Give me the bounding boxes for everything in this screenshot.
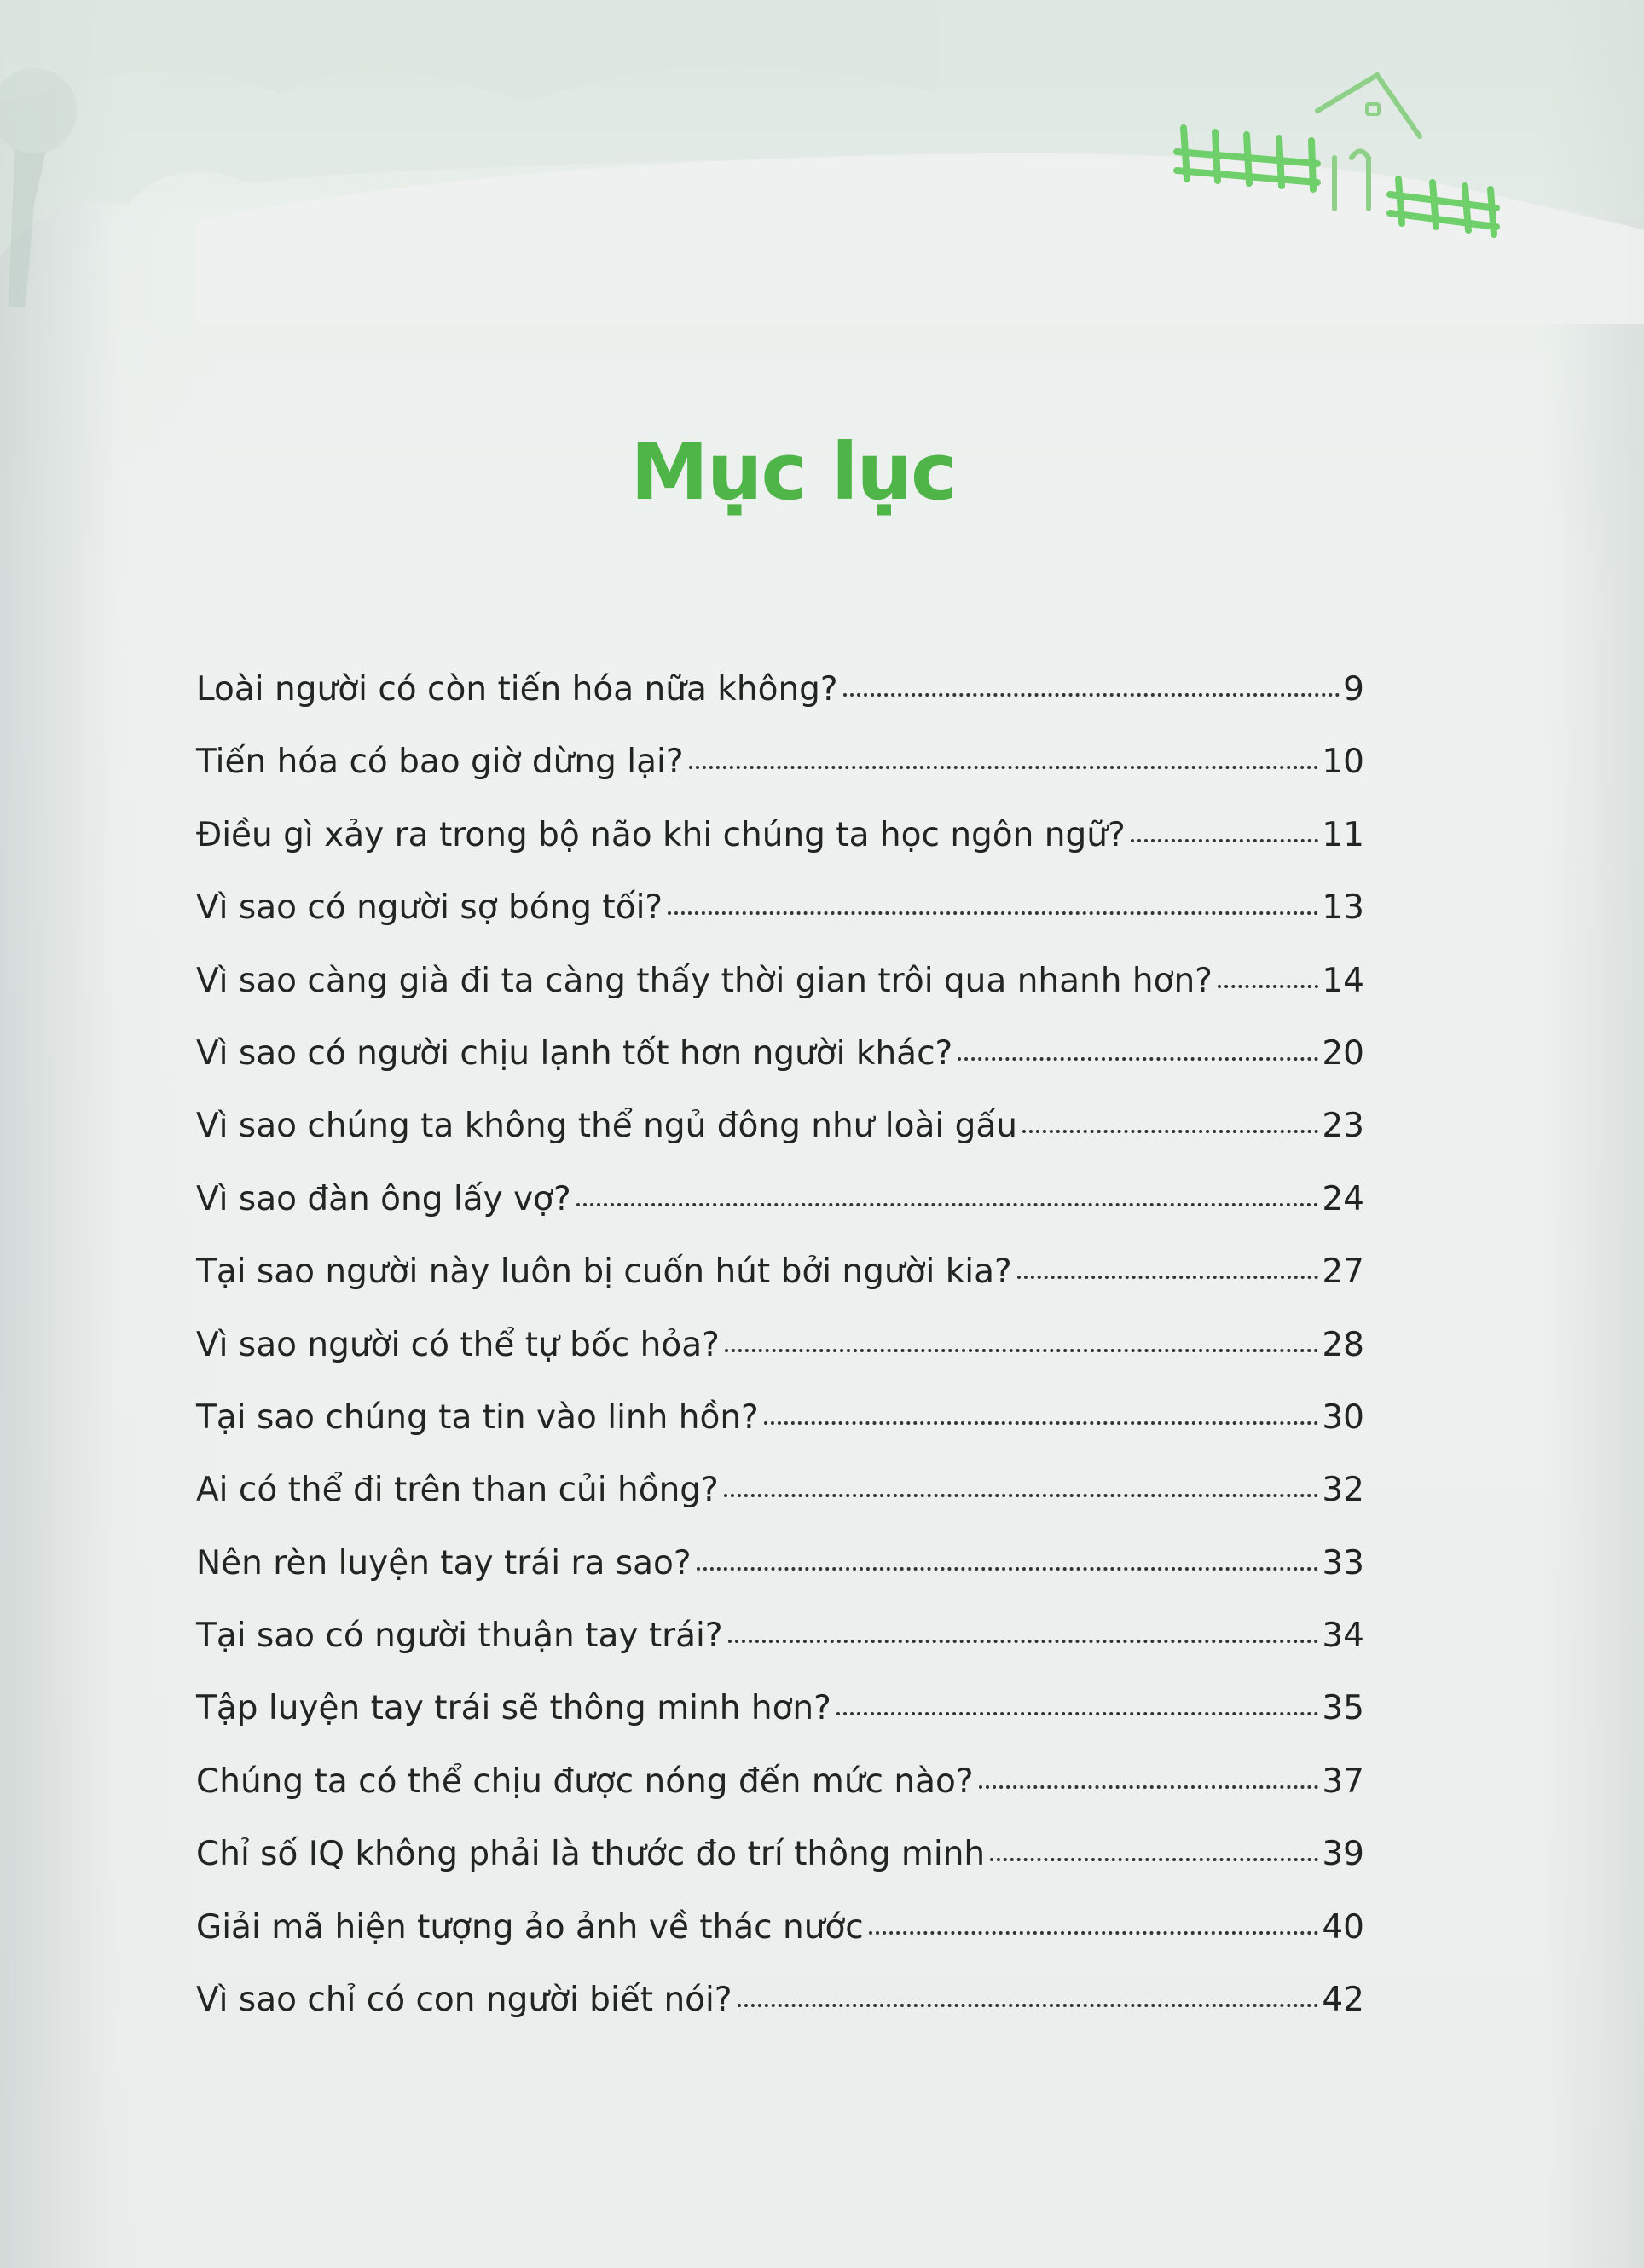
dot-leader [979,1785,1319,1789]
dot-leader [576,1203,1319,1206]
dot-leader [724,1494,1319,1497]
toc-entry[interactable] [196,1107,1364,1179]
toc-entry-title: Vì sao có người sợ bóng tối? [196,888,663,928]
toc-entry-title: Tiến hóa có bao giờ dừng lại? [196,743,684,782]
toc-entry-page: 37 [1322,1762,1364,1801]
toc-entry[interactable] [196,962,1364,1034]
dot-leader [689,766,1319,769]
dot-leader [1022,1130,1318,1133]
toc-entry-title: Vì sao chúng ta không thể ngủ đông như loài gấu [196,1107,1017,1146]
toc-entry-page: 13 [1322,888,1364,928]
toc-entry-page: 23 [1322,1107,1364,1146]
toc-entry-title: Tập luyện tay trái sẽ thông minh hơn? [196,1689,831,1728]
toc-entry-title: Vì sao đàn ông lấy vợ? [196,1179,571,1218]
page-title: Mục lục [630,425,956,518]
toc-entry-title: Loài người có còn tiến hóa nữa không? [196,670,838,709]
dot-leader [843,693,1340,697]
dot-leader [1218,985,1318,988]
header-illustration [0,0,1644,324]
toc-entry[interactable] [196,1180,1364,1253]
toc-entry-page: 35 [1322,1689,1364,1728]
toc-entry[interactable] [196,816,1364,888]
toc-entry[interactable] [196,1326,1364,1398]
dot-leader [1017,1276,1319,1279]
dot-leader [728,1640,1319,1643]
toc-entry[interactable] [196,888,1364,961]
toc-entry-page: 32 [1322,1471,1364,1510]
toc-entry[interactable] [196,1835,1364,1907]
toc-entry-page: 9 [1343,670,1364,709]
toc-entry-title: Vì sao càng già đi ta càng thấy thời gian trôi qua nhanh hơn? [196,961,1213,1000]
dot-leader [869,1931,1319,1935]
dot-leader [738,2004,1319,2007]
toc-entry-page: 20 [1322,1033,1364,1073]
toc-entry[interactable] [196,1544,1364,1617]
table-of-contents [196,670,1364,2053]
toc-entry-page: 42 [1322,1981,1364,2020]
toc-entry[interactable] [196,1398,1364,1471]
toc-entry-title: Tại sao chúng ta tin vào linh hồn? [196,1397,759,1437]
toc-entry-page: 39 [1322,1835,1364,1874]
dot-leader [725,1349,1319,1352]
toc-entry-title: Nên rèn luyện tay trái ra sao? [196,1543,692,1582]
toc-entry-page: 40 [1322,1907,1364,1947]
toc-entry-title: Giải mã hiện tượng ảo ảnh về thác nước [196,1907,864,1947]
toc-entry-page: 14 [1322,961,1364,1000]
dot-leader [990,1858,1318,1861]
toc-entry-title: Vì sao chỉ có con người biết nói? [196,1981,732,2020]
toc-entry-page: 28 [1322,1325,1364,1364]
toc-entry-title: Tại sao có người thuận tay trái? [196,1617,723,1656]
toc-entry[interactable] [196,1981,1364,2053]
toc-entry-title: Vì sao người có thể tự bốc hỏa? [196,1325,720,1364]
toc-entry[interactable] [196,1034,1364,1107]
toc-entry[interactable] [196,743,1364,815]
toc-entry-page: 34 [1322,1617,1364,1656]
toc-entry-title: Chỉ số IQ không phải là thước đo trí thông minh [196,1835,986,1874]
toc-entry[interactable] [196,1908,1364,1981]
toc-entry-title: Ai có thể đi trên than củi hồng? [196,1471,719,1510]
toc-entry-page: 33 [1322,1543,1364,1582]
toc-entry[interactable] [196,1689,1364,1762]
dot-leader [764,1421,1319,1425]
toc-entry-page: 27 [1322,1253,1364,1292]
dot-leader [668,911,1318,915]
toc-entry-title: Tại sao người này luôn bị cuốn hút bởi người kia? [196,1253,1012,1292]
toc-entry[interactable] [196,1253,1364,1325]
toc-entry-title: Điều gì xảy ra trong bộ não khi chúng ta học ngôn ngữ? [196,815,1126,854]
dot-leader [836,1712,1319,1715]
toc-entry-page: 11 [1322,815,1364,854]
toc-entry-page: 10 [1322,743,1364,782]
toc-entry-title: Chúng ta có thể chịu được nóng đến mức nào? [196,1762,974,1801]
toc-entry-page: 30 [1322,1397,1364,1437]
toc-entry[interactable] [196,1617,1364,1689]
toc-entry[interactable] [196,670,1364,743]
toc-entry[interactable] [196,1471,1364,1543]
toc-entry-title: Vì sao có người chịu lạnh tốt hơn người khác? [196,1033,953,1073]
toc-entry-page: 24 [1322,1179,1364,1218]
toc-entry[interactable] [196,1762,1364,1835]
dot-leader [1131,839,1319,842]
dot-leader [958,1057,1318,1061]
dot-leader [697,1567,1319,1571]
